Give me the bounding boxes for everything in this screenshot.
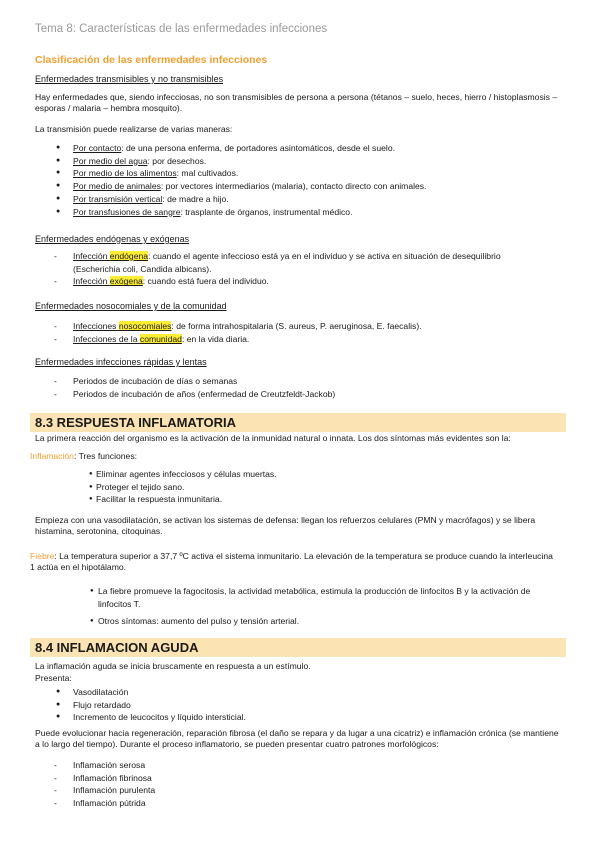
subheading-nosocomiales: Enfermedades nosocomiales y de la comunidad — [35, 301, 227, 311]
section-title-clasificacion: Clasificación de las enfermedades infecciones — [35, 54, 268, 66]
list-item: ● Eliminar agentes infecciosos y células muertas. — [89, 468, 489, 481]
section-band-inflamacion-aguda: 8.4 INFLAMACION AGUDA — [30, 638, 566, 657]
paragraph-vasodilatacion: Empieza con una vasodilatación, se activan los sistemas de defensa: llegan los refuerzos celulares (PMN y macrófagos) y se libera histamina, serotonina, citoquinas. — [35, 515, 536, 537]
patrones-list — [73, 759, 373, 810]
list-item: ● Otros síntomas: aumento del pulso y tensión arterial. — [90, 615, 540, 628]
list-item: ● Por transmisión vertical: de madre a hijo. — [73, 193, 553, 206]
list-item: ● Por transfusiones de sangre: trasplante de órganos, instrumental médico. — [73, 206, 553, 219]
list-item: - Infecciones nosocomiales: de forma intrahospitalaria (S. aureus, P. aeruginosa, E. faecalis). — [73, 320, 543, 333]
list-item: - Inflamación pútrida — [73, 797, 373, 810]
fiebre-label: Fiebre — [30, 551, 55, 561]
list-item: - Periodos de incubación de días o semanas — [73, 375, 543, 388]
paragraph-presenta: Presenta: — [35, 673, 72, 683]
list-item: - Periodos de incubación de años (enfermedad de Creutzfeldt-Jackob) — [73, 388, 543, 401]
fiebre-effects — [90, 585, 540, 628]
list-item: - Inflamación purulenta — [73, 784, 373, 797]
list-item: ● La fiebre promueve la fagocitosis, la actividad metabólica, estimula la producción de linfocitos B y la activación de linfocitos T. — [90, 585, 540, 610]
list-item: ● Por contacto: de una persona enferma, de portadores asintomáticos, desde el suelo. — [73, 142, 553, 155]
nosocomiales-list — [73, 320, 543, 345]
list-item: ● Por medio del agua: por desechos. — [73, 155, 553, 168]
fiebre-paragraph: Fiebre: La temperatura superior a 37,7 ºC activa el sistema inmunitario. La elevación de la temperatura se produce cuando la interleucina 1 actúa en el hipotálamo. — [30, 551, 553, 573]
paragraph-primera-reaccion: La primera reacción del organismo es la activación de la inmunidad natural o innata. Los dos síntomas más evidentes son la: — [35, 433, 511, 443]
list-item: ● Flujo retardado — [73, 699, 473, 712]
list-item: - Infección endógena: cuando el agente infeccioso está ya en el individuo y se activa en situación de desequilibrio (Escherichia coli, Candida albicans). — [73, 250, 543, 275]
list-item: ● Vasodilatación — [73, 686, 473, 699]
paragraph-transmisibles: Hay enfermedades que, siendo infecciosas, no son transmisibles de persona a persona (tétanos – suelo, heces, hierro / histoplasmosis – esporas / malaria – hembra mosquito). — [35, 92, 558, 114]
endogenas-list — [73, 250, 543, 288]
list-item: - Infección exógena: cuando está fuera del individuo. — [73, 275, 543, 288]
transmission-list — [73, 142, 553, 218]
paragraph-inicio-brusco: La inflamación aguda se inicia bruscamente en respuesta a un estímulo. — [35, 661, 311, 671]
list-item: ● Facilitar la respuesta inmunitaria. — [89, 493, 489, 506]
paragraph-transmision: La transmisión puede realizarse de varias maneras: — [35, 124, 233, 134]
list-item: ● Por medio de los alimentos: mal cultivados. — [73, 167, 553, 180]
list-item: - Inflamación serosa — [73, 759, 373, 772]
subheading-transmisibles: Enfermedades transmisibles y no transmisibles — [35, 74, 224, 84]
list-item: - Inflamación fibrinosa — [73, 772, 373, 785]
inflamacion-line: Inflamación: Tres funciones: — [30, 451, 138, 461]
subheading-endogenas: Enfermedades endógenas y exógenas — [35, 234, 190, 244]
inflamacion-functions — [89, 468, 489, 506]
paragraph-evolucion: Puede evolucionar hacia regeneración, reparación fibrosa (el daño se repara y da lugar a una cicatriz) e inflamación crónica (se mantiene a lo largo del tiempo). Durante el proceso inflamatorio, se pueden presentar cuatro patrones morfológicos: — [35, 728, 559, 750]
section-band-respuesta-inflamatoria: 8.3 RESPUESTA INFLAMATORIA — [30, 413, 566, 432]
list-item: ● Proteger el tejido sano. — [89, 481, 489, 494]
rapidas-lentas-list — [73, 375, 543, 400]
presenta-list — [73, 686, 473, 724]
list-item: ● Incremento de leucocitos y líquido intersticial. — [73, 711, 473, 724]
inflamacion-label: Inflamación — [30, 451, 74, 461]
page-header: Tema 8: Características de las enfermedades infecciones — [35, 23, 328, 35]
list-item: - Infecciones de la comunidad: en la vida diaria. — [73, 333, 543, 346]
list-item: ● Por medio de animales: por vectores intermediarios (malaria), contacto directo con animales. — [73, 180, 553, 193]
subheading-rapidas-lentas: Enfermedades infecciones rápidas y lentas — [35, 357, 207, 367]
